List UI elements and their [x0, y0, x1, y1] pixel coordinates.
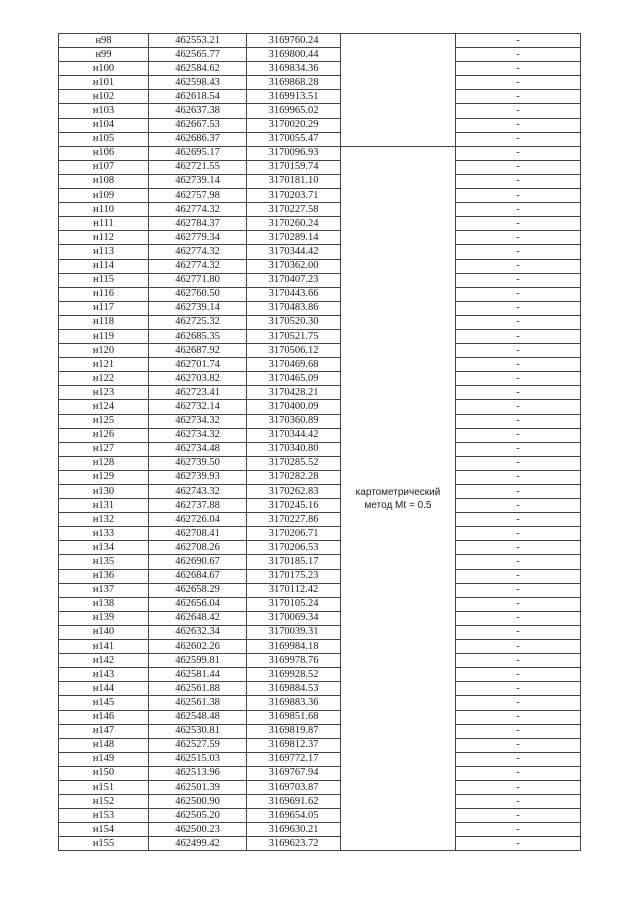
- x-coordinate-cell: 462760.50: [149, 287, 247, 301]
- note-cell: -: [456, 146, 581, 160]
- table-row: [59, 485, 581, 499]
- point-name-cell: н111: [59, 217, 149, 231]
- y-coordinate-cell: 3170112.42: [247, 583, 341, 597]
- note-cell: -: [456, 597, 581, 611]
- y-coordinate-cell: 3169851.68: [247, 710, 341, 724]
- x-coordinate-cell: 462726.04: [149, 513, 247, 527]
- point-name-cell: н129: [59, 470, 149, 484]
- note-cell: -: [456, 245, 581, 259]
- x-coordinate-cell: 462734.48: [149, 442, 247, 456]
- x-coordinate-cell: 462690.67: [149, 555, 247, 569]
- y-coordinate-cell: 3170159.74: [247, 160, 341, 174]
- point-name-cell: н102: [59, 90, 149, 104]
- x-coordinate-cell: 462500.90: [149, 795, 247, 809]
- note-cell: -: [456, 231, 581, 245]
- point-name-cell: н108: [59, 174, 149, 188]
- x-coordinate-cell: 462561.88: [149, 682, 247, 696]
- x-coordinate-cell: 462553.21: [149, 34, 247, 48]
- y-coordinate-cell: 3170245.16: [247, 499, 341, 513]
- x-coordinate-cell: 462685.35: [149, 329, 247, 343]
- table-row: [59, 513, 581, 527]
- y-coordinate-cell: 3170289.14: [247, 231, 341, 245]
- y-coordinate-cell: 3169834.36: [247, 62, 341, 76]
- note-cell: -: [456, 301, 581, 315]
- point-name-cell: н145: [59, 696, 149, 710]
- y-coordinate-cell: 3169760.24: [247, 34, 341, 48]
- x-coordinate-cell: 462667.53: [149, 118, 247, 132]
- y-coordinate-cell: 3170020.29: [247, 118, 341, 132]
- note-cell: -: [456, 34, 581, 48]
- table-row: [59, 414, 581, 428]
- table-row: [59, 217, 581, 231]
- x-coordinate-cell: 462565.77: [149, 48, 247, 62]
- point-name-cell: н136: [59, 569, 149, 583]
- y-coordinate-cell: 3170443.66: [247, 287, 341, 301]
- table-row: [59, 146, 581, 160]
- x-coordinate-cell: 462581.44: [149, 668, 247, 682]
- y-coordinate-cell: 3169883.36: [247, 696, 341, 710]
- x-coordinate-cell: 462632.34: [149, 625, 247, 639]
- x-coordinate-cell: 462648.42: [149, 611, 247, 625]
- point-name-cell: н134: [59, 541, 149, 555]
- point-name-cell: н125: [59, 414, 149, 428]
- note-cell: -: [456, 724, 581, 738]
- table-row: [59, 456, 581, 470]
- note-cell: -: [456, 485, 581, 499]
- point-name-cell: н124: [59, 400, 149, 414]
- point-name-cell: н144: [59, 682, 149, 696]
- y-coordinate-cell: 3170181.10: [247, 174, 341, 188]
- point-name-cell: н100: [59, 62, 149, 76]
- point-name-cell: н138: [59, 597, 149, 611]
- point-name-cell: н155: [59, 837, 149, 851]
- note-cell: -: [456, 386, 581, 400]
- x-coordinate-cell: 462725.32: [149, 315, 247, 329]
- point-name-cell: н98: [59, 34, 149, 48]
- x-coordinate-cell: 462779.34: [149, 231, 247, 245]
- x-coordinate-cell: 462757.98: [149, 189, 247, 203]
- note-cell: -: [456, 372, 581, 386]
- y-coordinate-cell: 3170465.09: [247, 372, 341, 386]
- point-name-cell: н128: [59, 456, 149, 470]
- y-coordinate-cell: 3170483.86: [247, 301, 341, 315]
- y-coordinate-cell: 3170285.52: [247, 456, 341, 470]
- table-row: [59, 625, 581, 639]
- x-coordinate-cell: 462515.03: [149, 752, 247, 766]
- table-row: [59, 752, 581, 766]
- note-cell: -: [456, 583, 581, 597]
- y-coordinate-cell: 3169978.76: [247, 654, 341, 668]
- table-row: [59, 541, 581, 555]
- x-coordinate-cell: 462703.82: [149, 372, 247, 386]
- x-coordinate-cell: 462708.26: [149, 541, 247, 555]
- table-row: [59, 442, 581, 456]
- table-row: [59, 640, 581, 654]
- point-name-cell: н115: [59, 273, 149, 287]
- y-coordinate-cell: 3169913.51: [247, 90, 341, 104]
- table-row: [59, 795, 581, 809]
- x-coordinate-cell: 462500.23: [149, 823, 247, 837]
- method-line-1: картометрический: [355, 486, 441, 498]
- y-coordinate-cell: 3170206.71: [247, 527, 341, 541]
- y-coordinate-cell: 3170407.23: [247, 273, 341, 287]
- x-coordinate-cell: 462708.41: [149, 527, 247, 541]
- x-coordinate-cell: 462548.48: [149, 710, 247, 724]
- point-name-cell: н132: [59, 513, 149, 527]
- y-coordinate-cell: 3170344.42: [247, 245, 341, 259]
- table-row: [59, 654, 581, 668]
- method-cell: [341, 146, 456, 851]
- table-row: [59, 428, 581, 442]
- y-coordinate-cell: 3170227.58: [247, 203, 341, 217]
- table-row: [59, 358, 581, 372]
- y-coordinate-cell: 3170360.89: [247, 414, 341, 428]
- table-row: [59, 823, 581, 837]
- y-coordinate-cell: 3169928.52: [247, 668, 341, 682]
- x-coordinate-cell: 462774.32: [149, 245, 247, 259]
- point-name-cell: н116: [59, 287, 149, 301]
- note-cell: -: [456, 809, 581, 823]
- y-coordinate-cell: 3170428.21: [247, 386, 341, 400]
- table-row: [59, 372, 581, 386]
- note-cell: -: [456, 527, 581, 541]
- note-cell: -: [456, 217, 581, 231]
- table-row: [59, 400, 581, 414]
- table-row: [59, 174, 581, 188]
- point-name-cell: н105: [59, 132, 149, 146]
- y-coordinate-cell: 3169691.62: [247, 795, 341, 809]
- note-cell: -: [456, 513, 581, 527]
- y-coordinate-cell: 3170175.23: [247, 569, 341, 583]
- table-row: [59, 189, 581, 203]
- y-coordinate-cell: 3169767.94: [247, 766, 341, 780]
- y-coordinate-cell: 3170096.93: [247, 146, 341, 160]
- note-cell: -: [456, 682, 581, 696]
- table-row: [59, 569, 581, 583]
- x-coordinate-cell: 462721.55: [149, 160, 247, 174]
- y-coordinate-cell: 3170521.75: [247, 329, 341, 343]
- table-row: [59, 766, 581, 780]
- note-cell: -: [456, 273, 581, 287]
- note-cell: -: [456, 259, 581, 273]
- note-cell: -: [456, 358, 581, 372]
- point-name-cell: н99: [59, 48, 149, 62]
- point-name-cell: н121: [59, 358, 149, 372]
- x-coordinate-cell: 462739.14: [149, 301, 247, 315]
- x-coordinate-cell: 462771.80: [149, 273, 247, 287]
- y-coordinate-cell: 3170344.42: [247, 428, 341, 442]
- table-row: [59, 90, 581, 104]
- point-name-cell: н149: [59, 752, 149, 766]
- table-row: [59, 499, 581, 513]
- y-coordinate-cell: 3169703.87: [247, 780, 341, 794]
- x-coordinate-cell: 462599.81: [149, 654, 247, 668]
- point-name-cell: н146: [59, 710, 149, 724]
- table-row: [59, 34, 581, 48]
- note-cell: -: [456, 62, 581, 76]
- table-row: [59, 555, 581, 569]
- y-coordinate-cell: 3170506.12: [247, 344, 341, 358]
- table-row: [59, 668, 581, 682]
- note-cell: -: [456, 160, 581, 174]
- note-cell: -: [456, 766, 581, 780]
- note-cell: -: [456, 823, 581, 837]
- point-name-cell: н106: [59, 146, 149, 160]
- coordinates-table: [58, 33, 581, 851]
- point-name-cell: н119: [59, 329, 149, 343]
- x-coordinate-cell: 462737.88: [149, 499, 247, 513]
- table-row: [59, 104, 581, 118]
- y-coordinate-cell: 3169884.53: [247, 682, 341, 696]
- x-coordinate-cell: 462561.38: [149, 696, 247, 710]
- x-coordinate-cell: 462743.32: [149, 485, 247, 499]
- x-coordinate-cell: 462732.14: [149, 400, 247, 414]
- point-name-cell: н122: [59, 372, 149, 386]
- note-cell: -: [456, 710, 581, 724]
- y-coordinate-cell: 3170262.83: [247, 485, 341, 499]
- note-cell: -: [456, 654, 581, 668]
- x-coordinate-cell: 462723.41: [149, 386, 247, 400]
- point-name-cell: н107: [59, 160, 149, 174]
- note-cell: -: [456, 640, 581, 654]
- table-row: [59, 738, 581, 752]
- point-name-cell: н151: [59, 780, 149, 794]
- point-name-cell: н154: [59, 823, 149, 837]
- table-row: [59, 710, 581, 724]
- note-cell: -: [456, 541, 581, 555]
- x-coordinate-cell: 462501.39: [149, 780, 247, 794]
- y-coordinate-cell: 3169772.17: [247, 752, 341, 766]
- point-name-cell: н137: [59, 583, 149, 597]
- point-name-cell: н117: [59, 301, 149, 315]
- point-name-cell: н139: [59, 611, 149, 625]
- note-cell: -: [456, 315, 581, 329]
- note-cell: -: [456, 174, 581, 188]
- note-cell: -: [456, 442, 581, 456]
- x-coordinate-cell: 462658.29: [149, 583, 247, 597]
- table-row: [59, 287, 581, 301]
- note-cell: -: [456, 189, 581, 203]
- point-name-cell: н133: [59, 527, 149, 541]
- table-row: [59, 62, 581, 76]
- y-coordinate-cell: 3169800.44: [247, 48, 341, 62]
- x-coordinate-cell: 462774.32: [149, 259, 247, 273]
- y-coordinate-cell: 3169812.37: [247, 738, 341, 752]
- point-name-cell: н104: [59, 118, 149, 132]
- y-coordinate-cell: 3170055.47: [247, 132, 341, 146]
- point-name-cell: н141: [59, 640, 149, 654]
- y-coordinate-cell: 3170340.80: [247, 442, 341, 456]
- note-cell: -: [456, 400, 581, 414]
- y-coordinate-cell: 3170069.34: [247, 611, 341, 625]
- point-name-cell: н150: [59, 766, 149, 780]
- note-cell: -: [456, 625, 581, 639]
- point-name-cell: н142: [59, 654, 149, 668]
- note-cell: -: [456, 837, 581, 851]
- point-name-cell: н130: [59, 485, 149, 499]
- table-row: [59, 386, 581, 400]
- note-cell: -: [456, 414, 581, 428]
- note-cell: -: [456, 104, 581, 118]
- x-coordinate-cell: 462637.38: [149, 104, 247, 118]
- y-coordinate-cell: 3169984.18: [247, 640, 341, 654]
- table-row: [59, 597, 581, 611]
- note-cell: -: [456, 203, 581, 217]
- table-row: [59, 329, 581, 343]
- point-name-cell: н153: [59, 809, 149, 823]
- table-row: [59, 160, 581, 174]
- table-row: [59, 780, 581, 794]
- table-row: [59, 48, 581, 62]
- note-cell: -: [456, 456, 581, 470]
- note-cell: -: [456, 344, 581, 358]
- table-row: [59, 76, 581, 90]
- table-row: [59, 273, 581, 287]
- table-row: [59, 118, 581, 132]
- note-cell: -: [456, 499, 581, 513]
- x-coordinate-cell: 462618.54: [149, 90, 247, 104]
- y-coordinate-cell: 3170039.31: [247, 625, 341, 639]
- note-cell: -: [456, 132, 581, 146]
- y-coordinate-cell: 3169819.87: [247, 724, 341, 738]
- y-coordinate-cell: 3170185.17: [247, 555, 341, 569]
- table-row: [59, 203, 581, 217]
- y-coordinate-cell: 3169623.72: [247, 837, 341, 851]
- y-coordinate-cell: 3170260.24: [247, 217, 341, 231]
- point-name-cell: н147: [59, 724, 149, 738]
- note-cell: -: [456, 780, 581, 794]
- x-coordinate-cell: 462774.32: [149, 203, 247, 217]
- point-name-cell: н127: [59, 442, 149, 456]
- point-name-cell: н112: [59, 231, 149, 245]
- table-row: [59, 724, 581, 738]
- note-cell: -: [456, 569, 581, 583]
- point-name-cell: н109: [59, 189, 149, 203]
- note-cell: -: [456, 795, 581, 809]
- point-name-cell: н118: [59, 315, 149, 329]
- x-coordinate-cell: 462656.04: [149, 597, 247, 611]
- point-name-cell: н113: [59, 245, 149, 259]
- y-coordinate-cell: 3170362.00: [247, 259, 341, 273]
- x-coordinate-cell: 462739.50: [149, 456, 247, 470]
- note-cell: -: [456, 555, 581, 569]
- point-name-cell: н143: [59, 668, 149, 682]
- table-row: [59, 301, 581, 315]
- x-coordinate-cell: 462530.81: [149, 724, 247, 738]
- point-name-cell: н126: [59, 428, 149, 442]
- x-coordinate-cell: 462739.93: [149, 470, 247, 484]
- x-coordinate-cell: 462784.37: [149, 217, 247, 231]
- y-coordinate-cell: 3170227.86: [247, 513, 341, 527]
- table-row: [59, 837, 581, 851]
- note-cell: -: [456, 76, 581, 90]
- table-row: [59, 259, 581, 273]
- table-row: [59, 344, 581, 358]
- note-cell: -: [456, 287, 581, 301]
- note-cell: -: [456, 696, 581, 710]
- note-cell: -: [456, 48, 581, 62]
- x-coordinate-cell: 462499.42: [149, 837, 247, 851]
- x-coordinate-cell: 462686.37: [149, 132, 247, 146]
- table-row: [59, 583, 581, 597]
- note-cell: -: [456, 738, 581, 752]
- x-coordinate-cell: 462701.74: [149, 358, 247, 372]
- y-coordinate-cell: 3170469.68: [247, 358, 341, 372]
- note-cell: -: [456, 752, 581, 766]
- y-coordinate-cell: 3169965.02: [247, 104, 341, 118]
- table-row: [59, 245, 581, 259]
- point-name-cell: н114: [59, 259, 149, 273]
- x-coordinate-cell: 462602.26: [149, 640, 247, 654]
- table-row: [59, 527, 581, 541]
- point-name-cell: н135: [59, 555, 149, 569]
- table-row: [59, 809, 581, 823]
- point-name-cell: н131: [59, 499, 149, 513]
- table-row: [59, 682, 581, 696]
- x-coordinate-cell: 462584.62: [149, 62, 247, 76]
- x-coordinate-cell: 462513.96: [149, 766, 247, 780]
- y-coordinate-cell: 3170206.53: [247, 541, 341, 555]
- note-cell: -: [456, 90, 581, 104]
- x-coordinate-cell: 462598.43: [149, 76, 247, 90]
- point-name-cell: н101: [59, 76, 149, 90]
- table-row: [59, 231, 581, 245]
- x-coordinate-cell: 462505.20: [149, 809, 247, 823]
- y-coordinate-cell: 3170105.24: [247, 597, 341, 611]
- table-row: [59, 315, 581, 329]
- y-coordinate-cell: 3169868.28: [247, 76, 341, 90]
- method-line-2: метод Mt = 0.5: [364, 499, 432, 511]
- note-cell: -: [456, 668, 581, 682]
- table-row: [59, 696, 581, 710]
- x-coordinate-cell: 462684.67: [149, 569, 247, 583]
- x-coordinate-cell: 462695.17: [149, 146, 247, 160]
- x-coordinate-cell: 462739.14: [149, 174, 247, 188]
- y-coordinate-cell: 3170203.71: [247, 189, 341, 203]
- note-cell: -: [456, 611, 581, 625]
- x-coordinate-cell: 462687.92: [149, 344, 247, 358]
- point-name-cell: н103: [59, 104, 149, 118]
- y-coordinate-cell: 3169654.05: [247, 809, 341, 823]
- table-row: [59, 470, 581, 484]
- coordinates-table-body: [59, 34, 581, 851]
- method-cell-empty: [341, 34, 456, 147]
- point-name-cell: н123: [59, 386, 149, 400]
- x-coordinate-cell: 462734.32: [149, 414, 247, 428]
- table-row: [59, 611, 581, 625]
- y-coordinate-cell: 3170400.09: [247, 400, 341, 414]
- point-name-cell: н110: [59, 203, 149, 217]
- point-name-cell: н148: [59, 738, 149, 752]
- point-name-cell: н140: [59, 625, 149, 639]
- point-name-cell: н120: [59, 344, 149, 358]
- note-cell: -: [456, 428, 581, 442]
- y-coordinate-cell: 3170520.30: [247, 315, 341, 329]
- point-name-cell: н152: [59, 795, 149, 809]
- x-coordinate-cell: 462734.32: [149, 428, 247, 442]
- y-coordinate-cell: 3170282.28: [247, 470, 341, 484]
- table-row: [59, 132, 581, 146]
- y-coordinate-cell: 3169630.21: [247, 823, 341, 837]
- note-cell: -: [456, 470, 581, 484]
- note-cell: -: [456, 118, 581, 132]
- note-cell: -: [456, 329, 581, 343]
- x-coordinate-cell: 462527.59: [149, 738, 247, 752]
